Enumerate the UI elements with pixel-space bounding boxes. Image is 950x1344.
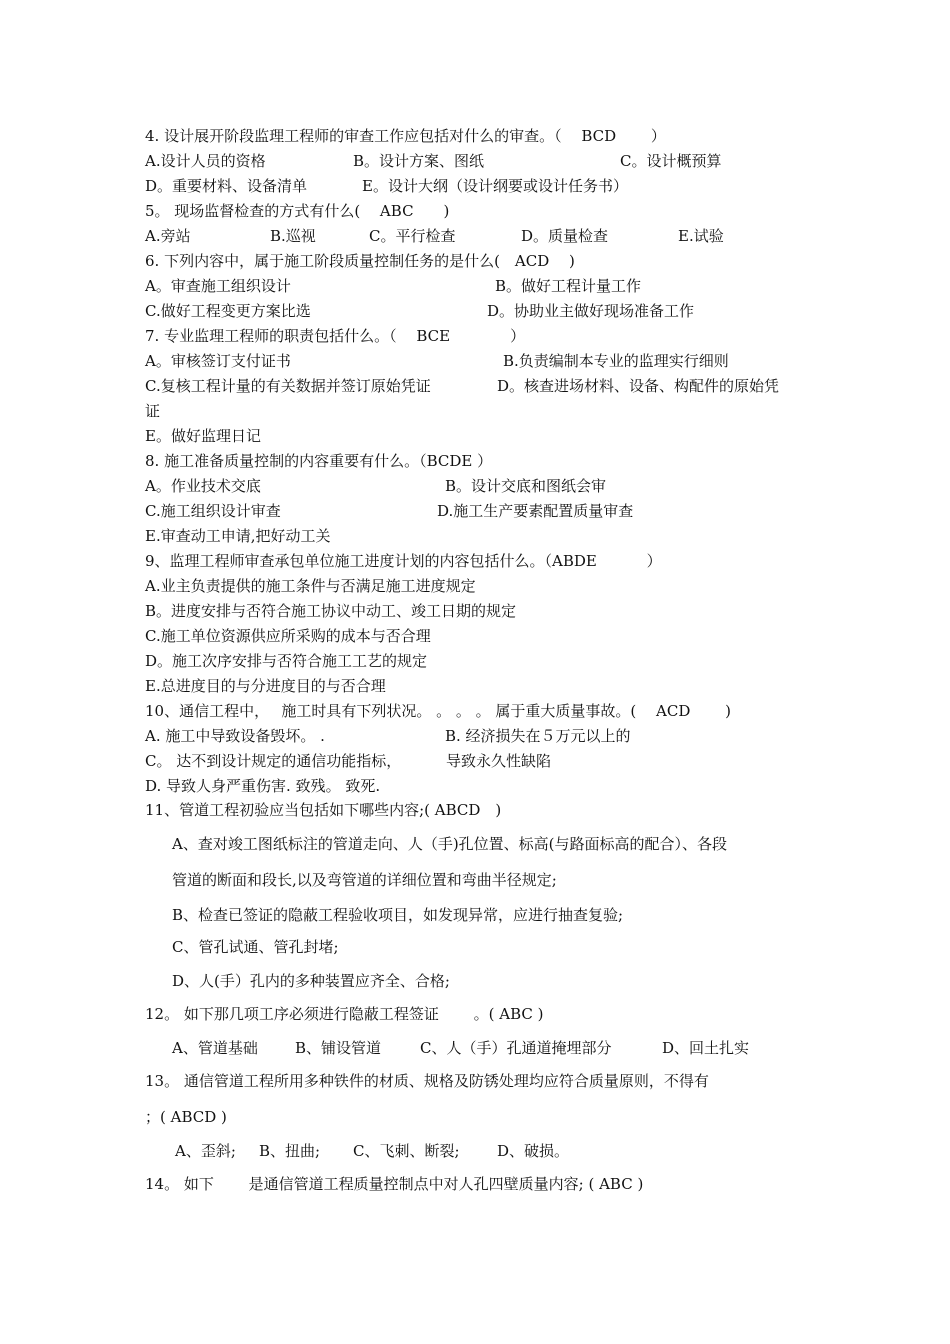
- question-10-option-b: B. 经济损失在５万元以上的: [445, 727, 631, 745]
- question-11-option-a: A、查对竣工图纸标注的管道走向、人（手)孔位置、标高(与路面标高的配合）、各段: [172, 835, 728, 853]
- question-5-option-c: C。平行检查: [369, 227, 456, 245]
- question-4-option-d: D。重要材料、设备清单: [145, 177, 308, 195]
- question-9-option-a: A.业主负责提供的施工条件与否满足施工进度规定: [145, 577, 476, 595]
- question-8-stem: 8. 施工准备质量控制的内容重要有什么。（BCDE ）: [145, 452, 493, 470]
- question-4-option-b: B。设计方案、图纸: [353, 152, 485, 170]
- question-6-option-a: A。审查施工组织设计: [145, 277, 291, 295]
- question-4-option-c: C。设计概预算: [620, 152, 722, 170]
- question-8-option-d: D.施工生产要素配置质量审查: [437, 502, 634, 520]
- question-10-stem: 10、通信工程中， 施工时具有下列状况。 。 。 。 属于重大质量事故。( ACD ): [145, 702, 732, 720]
- question-7-option-c: C.复核工程计量的有关数据并签订原始凭证: [145, 377, 431, 395]
- question-8-option-c: C.施工组织设计审查: [145, 502, 281, 520]
- question-13-option-a: A、歪斜;: [175, 1142, 236, 1160]
- question-5-option-a: A.旁站: [145, 227, 191, 245]
- question-9-option-b: B。进度安排与否符合施工协议中动工、竣工日期的规定: [145, 602, 517, 620]
- question-10-option-c-cont: 导致永久性缺陷: [446, 752, 552, 770]
- question-5-stem: 5。 现场监督检查的方式有什么( ABC ): [145, 202, 450, 220]
- question-9-option-e: E.总进度目的与分进度目的与否合理: [145, 677, 386, 695]
- question-12-option-d: D、回土扎实: [662, 1039, 750, 1057]
- question-7-option-b: B.负责编制本专业的监理实行细则: [503, 352, 729, 370]
- question-10-option-a: A. 施工中导致设备毁坏。 .: [145, 727, 325, 745]
- question-11-option-b: B、检查已签证的隐蔽工程验收项目，如发现异常，应进行抽查复验;: [172, 906, 624, 924]
- question-7-option-e: E。做好监理日记: [145, 427, 261, 445]
- question-5-option-e: E.试验: [678, 227, 724, 245]
- question-13-option-c: C、飞刺、断裂;: [353, 1142, 460, 1160]
- question-10-option-d: D. 导致人身严重伤害. 致残。 致死.: [145, 777, 381, 795]
- question-6-option-b: B。做好工程计量工作: [495, 277, 642, 295]
- question-6-option-c: C.做好工程变更方案比选: [145, 302, 311, 320]
- question-4-stem: 4. 设计展开阶段监理工程师的审查工作应包括对什么的审查。（ BCD ）: [145, 127, 666, 145]
- question-8-option-a: A。作业技术交底: [145, 477, 261, 495]
- question-10-option-c: C。 达不到设计规定的通信功能指标，: [145, 752, 402, 770]
- question-9-option-c: C.施工单位资源供应所采购的成本与否合理: [145, 627, 431, 645]
- question-7-option-a: A。审核签订支付证书: [145, 352, 291, 370]
- question-4-option-a: A.设计人员的资格: [145, 152, 266, 170]
- question-11-option-a-wrap: 管道的断面和段长,以及弯管道的详细位置和弯曲半径规定;: [172, 871, 557, 889]
- question-5-option-b: B.巡视: [270, 227, 316, 245]
- question-8-option-e: E.审查动工申请,把好动工关: [145, 527, 331, 545]
- question-6-option-d: D。协助业主做好现场准备工作: [487, 302, 695, 320]
- question-14-stem: 14。 如下 是通信管道工程质量控制点中对人孔四壁质量内容; ( ABC ): [145, 1175, 644, 1193]
- question-9-option-d: D。施工次序安排与否符合施工工艺的规定: [145, 652, 428, 670]
- question-12-option-c: C、人（手）孔通道掩埋部分: [420, 1039, 612, 1057]
- question-11-option-c: C、管孔试通、管孔封堵;: [172, 938, 339, 956]
- question-11-stem: 11、管道工程初验应当包括如下哪些内容;( ABCD ): [145, 801, 502, 819]
- question-8-option-b: B。设计交底和图纸会审: [445, 477, 607, 495]
- question-13-stem: 13。 通信管道工程所用多种铁件的材质、规格及防锈处理均应符合质量原则，不得有: [145, 1072, 709, 1090]
- question-12-option-a: A、管道基础: [172, 1039, 258, 1057]
- question-5-option-d: D。质量检查: [521, 227, 609, 245]
- question-6-stem: 6. 下列内容中，属于施工阶段质量控制任务的是什么( ACD ): [145, 252, 575, 270]
- question-11-option-d: D、人(手）孔内的多种装置应齐全、合格;: [172, 972, 450, 990]
- question-13-option-d: D、破损。: [497, 1142, 570, 1160]
- question-13-option-b: B、扭曲;: [259, 1142, 321, 1160]
- question-12-stem: 12。 如下那几项工序必须进行隐蔽工程签证 。( ABC ): [145, 1005, 544, 1023]
- question-4-option-e: E。设计大纲（设计纲要或设计任务书）: [362, 177, 628, 195]
- question-7-option-d-wrap: 证: [145, 402, 161, 420]
- question-13-stem-cont: ；( ABCD ): [145, 1108, 227, 1126]
- question-9-stem: 9、监理工程师审查承包单位施工进度计划的内容包括什么。（ABDE ）: [145, 552, 662, 570]
- question-12-option-b: B、铺设管道: [295, 1039, 382, 1057]
- question-7-option-d: D。核查进场材料、设备、构配件的原始凭: [497, 377, 780, 395]
- question-7-stem: 7. 专业监理工程师的职责包括什么。（ BCE ）: [145, 327, 526, 345]
